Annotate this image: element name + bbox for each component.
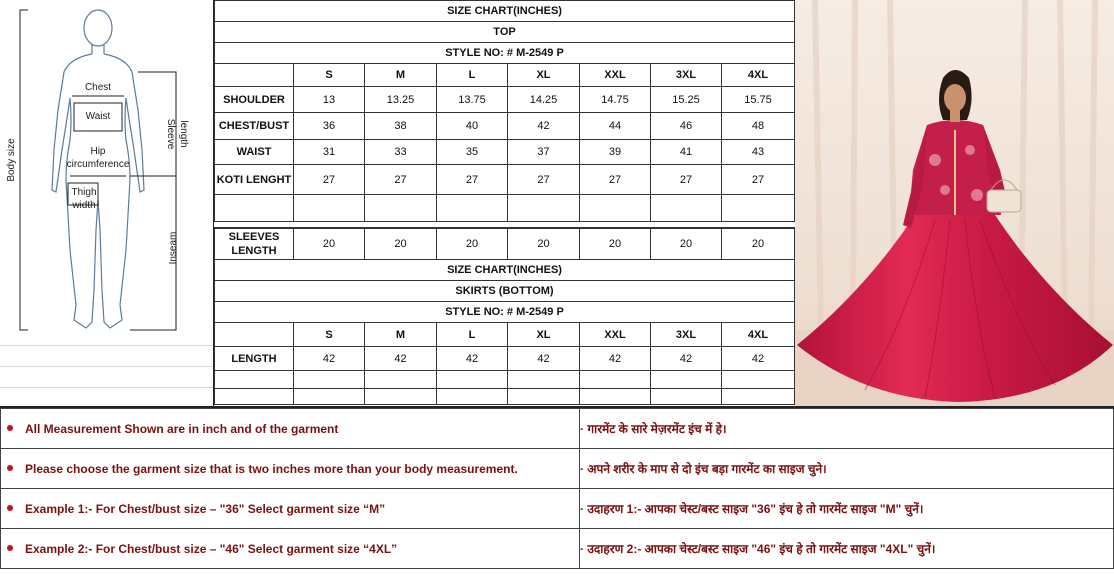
table-cell: 42 xyxy=(651,347,722,371)
bullet-icon xyxy=(7,465,13,471)
size-header: XXL xyxy=(580,64,651,87)
bullet-icon xyxy=(7,545,13,551)
table-row xyxy=(215,347,795,371)
table-cell: 43 xyxy=(722,140,795,165)
table-cell: 20 xyxy=(437,228,508,260)
table-cell: 42 xyxy=(437,347,508,371)
top-style-number: STYLE NO: # M-2549 P xyxy=(215,43,795,64)
size-chart-table xyxy=(214,0,795,405)
table-cell: 42 xyxy=(508,347,580,371)
note-hindi: · अपने शरीर के माप से दो इंच बड़ा गारमेंट का साइज चुने। xyxy=(580,449,1114,489)
bottom-style-number: STYLE NO: # M-2549 P xyxy=(215,302,795,323)
table-cell: 20 xyxy=(365,228,437,260)
table-cell: 14.25 xyxy=(508,87,580,113)
sleeves-label-line2: LENGTH xyxy=(231,244,277,257)
size-header: 4XL xyxy=(722,64,795,87)
table-cell: 33 xyxy=(365,140,437,165)
table-cell: 27 xyxy=(294,165,365,195)
note-english xyxy=(1,409,580,449)
table-cell: 38 xyxy=(365,113,437,140)
top-size-header-row xyxy=(215,64,795,87)
empty-row xyxy=(215,371,795,389)
size-header: L xyxy=(437,323,508,347)
size-header: M xyxy=(365,64,437,87)
table-cell: 15.75 xyxy=(722,87,795,113)
table-row xyxy=(215,87,795,113)
top-chart-title: SIZE CHART(INCHES) xyxy=(215,1,795,22)
table-cell: 27 xyxy=(437,165,508,195)
note-row xyxy=(1,449,1114,489)
row-label: LENGTH xyxy=(215,347,294,371)
size-chart xyxy=(214,0,794,406)
row-label xyxy=(215,228,294,260)
sleeve-label-line1: Sleeve xyxy=(165,118,176,150)
note-english xyxy=(1,449,580,489)
table-cell: 15.25 xyxy=(651,87,722,113)
table-cell: 20 xyxy=(508,228,580,260)
note-row xyxy=(1,489,1114,529)
model-lehenga-illustration xyxy=(795,0,1114,406)
note-hindi: · उदाहरण 1:- आपका चेस्ट/बस्ट साइज "36" इंच हे तो गारमेंट साइज "M" चुनें। xyxy=(580,489,1114,529)
table-cell: 42 xyxy=(294,347,365,371)
thigh-label-line1: Thigh xyxy=(71,187,97,198)
size-header: XL xyxy=(508,323,580,347)
table-cell: 14.75 xyxy=(580,87,651,113)
bottom-chart-subtitle: SKIRTS (BOTTOM) xyxy=(215,281,795,302)
table-cell: 13.25 xyxy=(365,87,437,113)
empty-row xyxy=(215,195,795,222)
table-cell: 42 xyxy=(580,347,651,371)
bullet-icon xyxy=(7,505,13,511)
table-cell: 27 xyxy=(580,165,651,195)
note-english xyxy=(1,489,580,529)
size-notes xyxy=(0,406,1114,574)
sleeve-label-line2: length xyxy=(178,120,189,148)
table-cell: 20 xyxy=(580,228,651,260)
row-label: SHOULDER xyxy=(215,87,294,113)
table-cell: 13.75 xyxy=(437,87,508,113)
top-chart-subtitle: TOP xyxy=(215,22,795,43)
size-header: M xyxy=(365,323,437,347)
size-header: S xyxy=(294,64,365,87)
note-english xyxy=(1,529,580,569)
table-cell: 27 xyxy=(508,165,580,195)
body-size-label: Body size xyxy=(6,138,17,182)
size-header: 4XL xyxy=(722,323,795,347)
note-row xyxy=(1,529,1114,569)
body-measurement-diagram xyxy=(0,0,214,406)
size-header: L xyxy=(437,64,508,87)
size-header: 3XL xyxy=(651,323,722,347)
table-cell: 31 xyxy=(294,140,365,165)
table-cell: 37 xyxy=(508,140,580,165)
size-header: 3XL xyxy=(651,64,722,87)
table-cell: 42 xyxy=(365,347,437,371)
table-cell: 48 xyxy=(722,113,795,140)
thigh-label-line2: width xyxy=(72,200,96,211)
table-row xyxy=(215,228,795,260)
table-cell: 20 xyxy=(294,228,365,260)
table-cell: 46 xyxy=(651,113,722,140)
table-row xyxy=(215,140,795,165)
row-label: WAIST xyxy=(215,140,294,165)
table-cell: 44 xyxy=(580,113,651,140)
inseam-label: Inseam xyxy=(168,231,179,265)
note-text: All Measurement Shown are in inch and of the garment xyxy=(25,421,339,436)
size-header: XXL xyxy=(580,323,651,347)
note-row xyxy=(1,409,1114,449)
note-text: Example 1:- For Chest/bust size – "36" Select garment size “M” xyxy=(25,501,386,516)
row-label: KOTI LENGHT xyxy=(215,165,294,195)
table-cell: 40 xyxy=(437,113,508,140)
table-cell: 36 xyxy=(294,113,365,140)
table-cell: 27 xyxy=(651,165,722,195)
table-cell: 27 xyxy=(722,165,795,195)
table-cell: 20 xyxy=(722,228,795,260)
notes-table xyxy=(0,408,1114,569)
note-text: Example 2:- For Chest/bust size – "46" Select garment size “4XL” xyxy=(25,541,398,556)
waist-label: Waist xyxy=(85,111,111,122)
size-header: XL xyxy=(508,64,580,87)
table-cell: 13 xyxy=(294,87,365,113)
hip-label-line1: Hip xyxy=(90,146,106,157)
note-text: Please choose the garment size that is two inches more than your body measurement. xyxy=(25,461,518,476)
note-hindi: · उदाहरण 2:- आपका चेस्ट/बस्ट साइज "46" इंच हे तो गारमेंट साइज "4XL" चुनें। xyxy=(580,529,1114,569)
table-cell: 20 xyxy=(651,228,722,260)
row-label: CHEST/BUST xyxy=(215,113,294,140)
table-cell: 39 xyxy=(580,140,651,165)
product-photo xyxy=(795,0,1114,406)
empty-cell xyxy=(215,323,294,347)
size-header: S xyxy=(294,323,365,347)
chest-label: Chest xyxy=(84,82,112,93)
note-hindi: · गारमेंट के सारे मेज़रमेंट इंच में हे। xyxy=(580,409,1114,449)
table-row xyxy=(215,113,795,140)
empty-cell xyxy=(215,64,294,87)
bullet-icon xyxy=(7,425,13,431)
bottom-chart-title: SIZE CHART(INCHES) xyxy=(215,260,795,281)
table-row xyxy=(215,165,795,195)
table-cell: 35 xyxy=(437,140,508,165)
table-cell: 41 xyxy=(651,140,722,165)
sleeves-label-line1: SLEEVES xyxy=(228,230,280,243)
bottom-size-header-row xyxy=(215,323,795,347)
hip-label-line2: circumference xyxy=(66,159,130,170)
empty-row xyxy=(215,389,795,405)
table-cell: 42 xyxy=(722,347,795,371)
table-cell: 27 xyxy=(365,165,437,195)
table-cell: 42 xyxy=(508,113,580,140)
